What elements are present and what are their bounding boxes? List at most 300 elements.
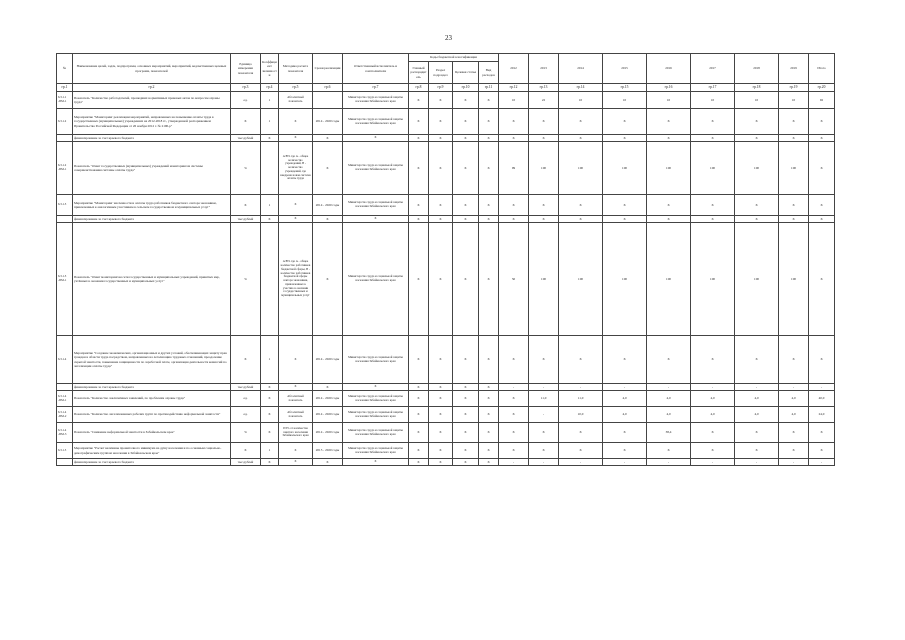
row-razdel: X [429,459,453,466]
row-method: Абсолютный показатель [279,92,313,109]
column-number: гр.2 [73,84,231,92]
row-razdel: X [429,216,453,223]
row-vr: X [479,384,499,391]
row-term: X [313,384,343,391]
row-name: Показатель "Количество заключённых заявлений, по проблемам охраны труда" [73,391,231,407]
funding-row [57,459,835,466]
table-row [57,142,835,195]
row-coefficient: X [261,459,279,466]
row-razdel: X [429,407,453,423]
row-coefficient: 1 [261,92,279,109]
row-value: X [559,443,603,459]
row-vr: X [479,216,499,223]
row-method: X [279,135,313,142]
row-responsible: Министерство труда и социальной защиты населения Забайкальского края [343,407,409,423]
row-value: 10 [603,92,647,109]
row-vr: X [479,92,499,109]
row-admin: X [409,195,429,216]
row-value: X [499,135,529,142]
row-value: X [603,135,647,142]
row-coefficient: 1 [261,195,279,216]
row-responsible: Министерство труда и социальной защиты населения Забайкальского края [343,443,409,459]
row-name: финансирование за счет краевого бюджета [73,216,231,223]
row-value: 92 [809,92,835,109]
row-value: - [559,384,603,391]
row-coefficient: X [261,407,279,423]
row-unit: % [231,142,261,195]
row-value: X [809,223,835,336]
row-value: 100 [691,142,735,195]
row-name: Мероприятие "Расчет величины прожиточного минимума на душу населения и по основным социально-демографическим группам населения в Забайкальском крае" [73,443,231,459]
row-value: X [691,195,735,216]
row-responsible: Министерство труда и социальной защиты населения Забайкальского края [343,142,409,195]
row-value: X [691,443,735,459]
row-value: 99 [499,142,529,195]
column-number: гр.12 [499,84,529,92]
header-year-2013: 2013 [529,54,559,84]
row-responsible: Министерство труда и социальной защиты населения Забайкальского края [343,223,409,336]
row-admin: X [409,384,429,391]
row-value: 4,0 [691,391,735,407]
row-value: - [735,459,779,466]
row-value: - [499,384,529,391]
row-number [57,216,73,223]
row-value: X [499,407,529,423]
row-vr: X [479,135,499,142]
header-method: Методика расчета показателя [279,54,313,84]
row-value: - [529,384,559,391]
row-value: - [603,384,647,391]
header-admin: Главный распорядитель [409,62,429,84]
row-value: - [779,459,809,466]
row-coefficient [261,223,279,336]
row-term: X [313,135,343,142]
row-value: X [647,216,691,223]
table-row [57,407,835,423]
row-csr: X [453,135,479,142]
row-value: X [559,423,603,443]
row-number [57,459,73,466]
table-row [57,92,835,109]
row-value: X [499,391,529,407]
row-value: X [691,423,735,443]
row-value: 10,0 [559,407,603,423]
row-value: X [529,336,559,384]
row-value: X [779,109,809,135]
row-value: X [735,195,779,216]
row-value: 22 [529,92,559,109]
row-responsible: X [343,135,409,142]
row-csr: X [453,223,479,336]
row-value: 4,0 [779,391,809,407]
row-csr: X [453,92,479,109]
header-num: № [57,54,73,84]
row-number [57,384,73,391]
row-value: 4,0 [603,407,647,423]
row-value: X [529,135,559,142]
column-number: гр.5 [279,84,313,92]
column-number: гр.8 [409,84,429,92]
row-value: X [499,443,529,459]
row-razdel: X [429,223,453,336]
row-value: - [809,459,835,466]
row-value: 24,0 [809,407,835,423]
row-number: 6.3.1.4 -ПМ-2 [57,407,73,423]
row-admin: X [409,216,429,223]
row-term [313,92,343,109]
row-value: X [499,216,529,223]
row-admin: X [409,135,429,142]
row-value: - [691,384,735,391]
row-coefficient: 1 [261,443,279,459]
row-number: 6.3.1.2 -ПМ-1 [57,142,73,195]
header-vr: Вид расходов [479,62,499,84]
row-value: 10 [559,92,603,109]
row-admin: X [409,459,429,466]
row-vr: X [479,443,499,459]
row-term: X [313,142,343,195]
table-row [57,443,835,459]
row-term: 2014 - 2020 годы [313,109,343,135]
row-value: X [529,216,559,223]
row-value: X [603,443,647,459]
row-term: 2015 - 2020 годы [313,443,343,459]
row-responsible: Министерство труда и социальной защиты населения Забайкальского края [343,92,409,109]
row-value: X [529,443,559,459]
row-razdel: X [429,384,453,391]
row-number: 6.3.1.5 [57,443,73,459]
row-value: - [499,459,529,466]
row-value: X [735,423,779,443]
row-razdel: X [429,443,453,459]
row-method: Абсолютный показатель [279,407,313,423]
row-value: X [499,109,529,135]
header-name: Наименование целей, задач, подпрограмм, основных мероприятий, мероприятий, ведомственных целевых программ, показателей [73,54,231,84]
row-value: X [691,216,735,223]
row-number: 6.3.1.4 -ПМ-3 [57,423,73,443]
funding-row [57,216,835,223]
row-unit: X [231,195,261,216]
row-value: 4,0 [603,391,647,407]
row-value: X [735,109,779,135]
row-vr: X [479,336,499,384]
row-coefficient [261,142,279,195]
row-method: Абсолютный показатель [279,391,313,407]
row-unit: ед. [231,92,261,109]
row-admin: X [409,423,429,443]
row-value: 10 [647,92,691,109]
row-value: - [647,459,691,466]
row-value: X [809,443,835,459]
row-method: ПЗ% от количества занятого населения Забайкальского края [279,423,313,443]
column-number: гр.9 [429,84,453,92]
program-table [56,53,835,466]
row-term: 2014 - 2020 годы [313,336,343,384]
column-numbering-row [57,84,835,92]
column-number: гр.11 [479,84,499,92]
row-value: 100 [735,223,779,336]
header-year-2019: 2019 [779,54,809,84]
row-responsible: Министерство труда и социальной защиты населения Забайкальского края [343,336,409,384]
row-csr: X [453,195,479,216]
row-value: X [529,109,559,135]
row-value: X [603,109,647,135]
row-method: A/B% где A - общее количество учреждений, B - количество учреждений, где внедрена новая система оплаты труда [279,142,313,195]
row-value: X [779,423,809,443]
row-value: X [529,195,559,216]
funding-row [57,135,835,142]
page-number: 23 [445,34,452,42]
row-csr: X [453,384,479,391]
row-value: - [735,384,779,391]
row-number: 6.3.1.4 -ПМ-1 [57,391,73,407]
row-value: 100 [779,223,809,336]
row-name: финансирование за счет краевого бюджета [73,384,231,391]
row-term: 2014 - 2020 годы [313,391,343,407]
row-vr: X [479,459,499,466]
row-value: - [603,459,647,466]
row-name: Мероприятие "Создание экономических, организационных и других условий, обеспечивающих защиту прав граждан в области труда посредством, направленных на легализацию трудовых отношений, преодоление скрытой занятости, повышение защищенности по заработной плате, организация деятельности комиссий по легализации оплаты труда" [73,336,231,384]
row-vr: X [479,142,499,195]
column-number: гр.13 [529,84,559,92]
row-value: 4,0 [779,407,809,423]
table-row [57,195,835,216]
row-value: - [779,384,809,391]
header-year-2016: 2016 [647,54,691,84]
row-admin: X [409,223,429,336]
row-number: 6.3.1.1 -ПМ-1 [57,92,73,109]
row-term: X [313,216,343,223]
row-value: X [647,109,691,135]
header-year-2017: 2017 [691,54,735,84]
row-responsible: Министерство труда и социальной защиты населения Забайкальского края [343,195,409,216]
row-unit: тыс.рублей [231,459,261,466]
row-csr: X [453,336,479,384]
row-csr: X [453,459,479,466]
row-name: Показатель "Охват мониторингом сети государственных и муниципальных учреждений, принятых мер, учтённых в оказании государственных и муниципальных услуг" [73,223,231,336]
row-value: X [735,443,779,459]
row-value: X [647,195,691,216]
row-value: 100 [735,142,779,195]
row-value: X [529,423,559,443]
table-row [57,391,835,407]
table-row [57,336,835,384]
row-csr: X [453,216,479,223]
row-razdel: X [429,142,453,195]
row-number [57,135,73,142]
row-unit: % [231,423,261,443]
row-value: 10 [779,92,809,109]
row-value: 100 [603,142,647,195]
row-razdel: X [429,92,453,109]
row-value: 4,0 [647,391,691,407]
row-unit: % [231,223,261,336]
row-value: 100 [529,142,559,195]
row-value: X [559,109,603,135]
row-value: - [559,459,603,466]
row-responsible: Министерство труда и социальной защиты населения Забайкальского края [343,423,409,443]
row-value: X [559,336,603,384]
row-value: X [809,109,835,135]
row-admin: X [409,92,429,109]
column-number: гр.15 [603,84,647,92]
header-total: Итого [809,54,835,84]
row-value: 38,4 [647,423,691,443]
column-number: гр.4 [261,84,279,92]
column-number: гр.18 [735,84,779,92]
row-name: Мероприятие "Мониторинг численности и оплаты труда работников бюджетного сектора экономики, привлеченных к аналогичным участникам в сельском государственном и муниципальных услуг" [73,195,231,216]
row-value: X [647,135,691,142]
row-value: - [529,459,559,466]
row-csr: X [453,443,479,459]
header-year-2015: 2015 [603,54,647,84]
column-number: гр.10 [453,84,479,92]
row-value: X [603,423,647,443]
row-value: X [809,216,835,223]
row-number: 6.3.1.3 [57,195,73,216]
row-responsible: X [343,384,409,391]
header-coef: Коэффициент значимости [261,54,279,84]
row-value: 11,0 [559,391,603,407]
column-number: гр.7 [343,84,409,92]
row-admin: X [409,142,429,195]
row-coefficient: X [261,135,279,142]
row-method: X [279,384,313,391]
row-number: 6.3.1.2 [57,109,73,135]
row-coefficient: X [261,423,279,443]
row-unit: тыс.рублей [231,216,261,223]
row-value: X [691,135,735,142]
header-row-1 [57,54,835,62]
row-value: X [647,336,691,384]
row-admin: X [409,443,429,459]
row-number: 6.3.1.3 -ПМ-1 [57,223,73,336]
row-value: X [735,216,779,223]
row-unit: тыс.рублей [231,135,261,142]
row-value: X [691,109,735,135]
row-value: 4,0 [735,391,779,407]
row-responsible: Министерство труда и социальной защиты населения Забайкальского края [343,391,409,407]
row-coefficient: 1 [261,336,279,384]
row-vr: X [479,407,499,423]
row-csr: X [453,423,479,443]
row-value: X [499,423,529,443]
row-value: 4,0 [691,407,735,423]
row-value: X [779,443,809,459]
row-name: финансирование за счет краевого бюджета [73,459,231,466]
row-razdel: X [429,109,453,135]
row-method: X [279,336,313,384]
row-vr: X [479,223,499,336]
row-value: 100 [779,142,809,195]
row-value: X [603,336,647,384]
row-unit: X [231,443,261,459]
row-value: 100 [559,142,603,195]
column-number: гр.20 [809,84,835,92]
row-method: X [279,443,313,459]
row-csr: X [453,391,479,407]
row-csr: X [453,109,479,135]
row-value: - [529,407,559,423]
row-value: 100 [647,142,691,195]
row-method: X [279,195,313,216]
row-name: финансирование за счет краевого бюджета [73,135,231,142]
row-term: 2014 - 2020 годы [313,423,343,443]
header-razdel: Раздел подраздел [429,62,453,84]
column-number: гр.14 [559,84,603,92]
row-method: X [279,216,313,223]
table-row [57,223,835,336]
row-name: Мероприятие "Мониторинг реализации мероприятий, направленных на повышение оплаты труда в государственных (муниципальных) учреждениях на 2012-2018 гг., утвержденной распоряжением Правительства Российской Федерации от 26 ноября 2012 г. № 2190-р" [73,109,231,135]
row-responsible: X [343,216,409,223]
row-method: A/B% где A - общее количество работников бюджетной сферы, B - количество работников бюджетной сферы сектора экономики, привлеченных к участию в оказании государственных и муниципальных услуг [279,223,313,336]
row-value: 11,0 [529,391,559,407]
row-unit: ед. [231,407,261,423]
row-csr: X [453,142,479,195]
row-term: X [313,459,343,466]
row-value: - [809,384,835,391]
row-value: X [559,135,603,142]
row-admin: X [409,336,429,384]
row-value: X [603,216,647,223]
row-method: X [279,459,313,466]
row-unit: X [231,109,261,135]
row-admin: X [409,109,429,135]
funding-row [57,384,835,391]
row-value: X [779,336,809,384]
header-year-2012: 2012 [499,54,529,84]
row-unit: ед. [231,391,261,407]
header-term: Сроки реализации [313,54,343,84]
row-value: X [691,336,735,384]
row-value: X [499,195,529,216]
row-responsible: Министерство труда и социальной защиты населения Забайкальского края [343,109,409,135]
table-row [57,109,835,135]
row-admin: X [409,391,429,407]
row-coefficient: X [261,216,279,223]
row-name: Показатель "Количество работодателей, прошедших нормативных правовых актов по вопросам охраны труда" [73,92,231,109]
row-razdel: X [429,391,453,407]
row-value: X [499,336,529,384]
row-value: 100 [691,223,735,336]
row-term: X [313,223,343,336]
row-vr: X [479,391,499,407]
row-value: 50 [499,223,529,336]
row-value: X [809,135,835,142]
row-value: 10 [499,92,529,109]
row-value: 10 [735,92,779,109]
header-year-2018: 2018 [735,54,779,84]
row-value: 100 [647,223,691,336]
row-value: X [779,195,809,216]
header-budget-codes: Коды бюджетной классификации [409,54,499,62]
row-vr: X [479,195,499,216]
row-value: X [779,216,809,223]
column-number: гр.16 [647,84,691,92]
row-coefficient: X [261,391,279,407]
row-vr: X [479,109,499,135]
row-value: 100 [529,223,559,336]
row-vr: X [479,423,499,443]
row-term: 2014 - 2020 годы [313,407,343,423]
row-value: 4,0 [647,407,691,423]
header-responsible: Ответственный исполнитель и соисполнители [343,54,409,84]
row-unit: тыс.рублей [231,384,261,391]
row-number: 6.3.1.4 [57,336,73,384]
table-row [57,423,835,443]
row-value: X [809,423,835,443]
row-razdel: X [429,423,453,443]
